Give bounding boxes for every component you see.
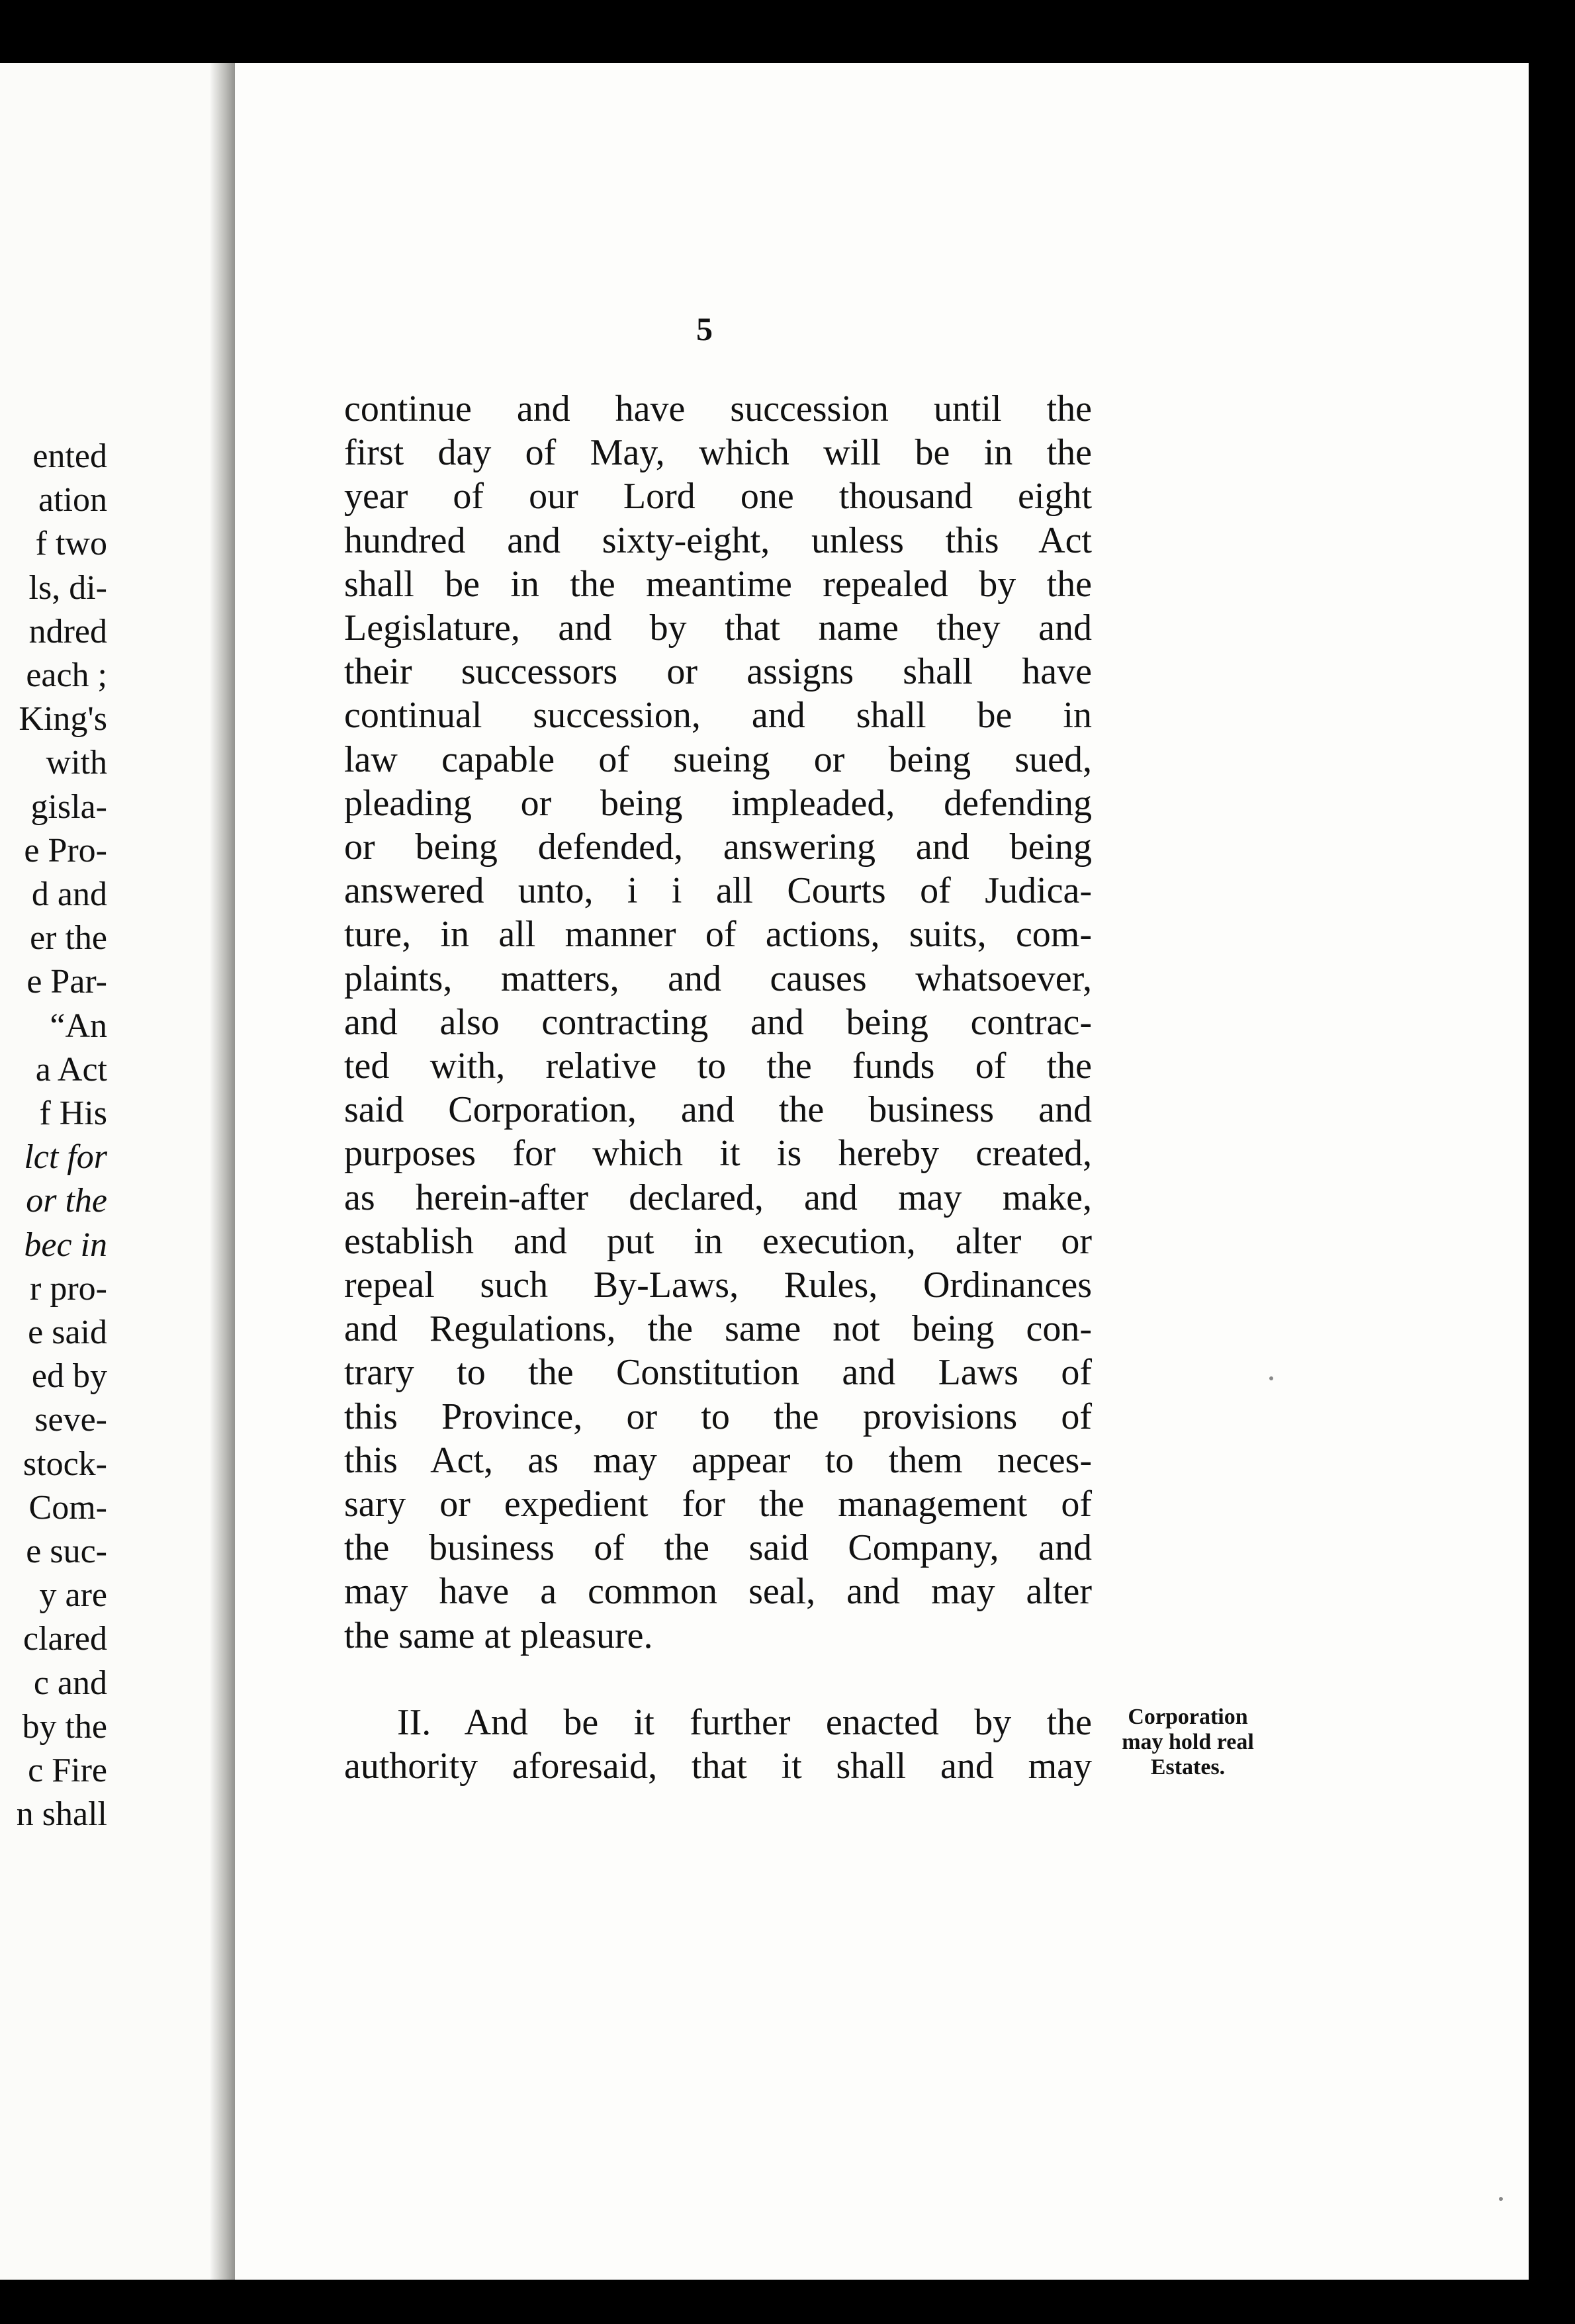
section-two-text xyxy=(344,1701,1092,1788)
left-page-line: with xyxy=(46,744,107,782)
left-page-line: Com- xyxy=(28,1488,107,1527)
text-line: plaints, matters, and causes whatsoever, xyxy=(344,958,1092,999)
text-line: first day of May, which will be in the xyxy=(344,432,1092,474)
left-page-line: f two xyxy=(35,525,107,563)
text-line: law capable of sueing or being sued, xyxy=(344,738,1092,780)
margin-note-line: Corporation xyxy=(1128,1705,1248,1729)
text-line: and also contracting and being contrac- xyxy=(344,1001,1092,1043)
text-line: ture, in all manner of actions, suits, com- xyxy=(344,914,1092,956)
left-page-line: ndred xyxy=(28,612,107,650)
left-page-line: c and xyxy=(33,1664,107,1702)
left-page-line: clared xyxy=(22,1620,107,1658)
text-line: this Act, as may appear to them neces- xyxy=(344,1439,1092,1481)
text-line: trary to the Constitution and Laws of xyxy=(344,1352,1092,1394)
left-page-line: or the xyxy=(26,1182,107,1220)
left-page-line: e suc- xyxy=(26,1533,107,1571)
left-page-line: f His xyxy=(39,1095,107,1133)
left-page-line: a Act xyxy=(35,1050,107,1089)
left-page-line: e Par- xyxy=(26,963,107,1001)
left-page-line: by the xyxy=(22,1707,107,1746)
text-line: pleading or being impleaded, defending xyxy=(344,782,1092,824)
left-page-line: King's xyxy=(19,700,107,738)
left-page-line: d and xyxy=(31,875,107,914)
left-page-text xyxy=(17,435,107,1837)
text-line: or being defended, answering and being xyxy=(344,827,1092,868)
left-page-line: lct for xyxy=(24,1138,107,1177)
book-gutter xyxy=(210,63,237,2280)
text-line: continual succession, and shall be in xyxy=(344,695,1092,737)
left-page-line: seve- xyxy=(34,1401,107,1439)
text-line: II. And be it further enacted by the xyxy=(397,1702,1092,1743)
left-page-line: ls, di- xyxy=(28,568,107,607)
text-line: this Province, or to the provisions of xyxy=(344,1396,1092,1437)
left-page-line: bec in xyxy=(24,1226,107,1264)
page-number: 5 xyxy=(696,310,713,347)
left-page-line: ented xyxy=(32,437,107,475)
text-line: continue and have succession until the xyxy=(344,388,1092,429)
text-line: as herein-after declared, and may make, xyxy=(344,1177,1092,1218)
left-page-line: r pro- xyxy=(30,1269,107,1308)
text-line: hundred and sixty-eight, unless this Act xyxy=(344,519,1092,561)
text-line: answered unto, i i all Courts of Judica- xyxy=(344,870,1092,912)
text-line: establish and put in execution, alter or xyxy=(344,1220,1092,1262)
text-line: repeal such By-Laws, Rules, Ordinances xyxy=(344,1265,1092,1306)
text-line: their successors or assigns shall have xyxy=(344,651,1092,693)
text-line: authority aforesaid, that it shall and may xyxy=(344,1746,1092,1787)
left-page xyxy=(0,63,218,2280)
text-line: Legislature, and by that name they and xyxy=(344,607,1092,649)
margin-note xyxy=(1102,1705,1274,1780)
left-page-line: e Pro- xyxy=(24,831,107,870)
margin-note-line: may hold real xyxy=(1122,1730,1254,1754)
text-line: the business of the said Company, and xyxy=(344,1527,1092,1569)
text-line: may have a common seal, and may alter xyxy=(344,1571,1092,1613)
left-page-line: each ; xyxy=(26,656,107,695)
left-page-line: ation xyxy=(38,481,107,519)
section-one-text xyxy=(344,387,1092,1658)
left-page-line: er the xyxy=(30,919,107,958)
left-page-line: n shall xyxy=(16,1795,107,1834)
paper-speck xyxy=(1499,2197,1503,2201)
left-page-line: “An xyxy=(50,1006,107,1045)
left-page-line: gisla- xyxy=(30,787,107,826)
text-line: said Corporation, and the business and xyxy=(344,1089,1092,1131)
margin-note-line: Estates. xyxy=(1150,1755,1226,1779)
text-line: purposes for which it is hereby created, xyxy=(344,1133,1092,1175)
paper-speck xyxy=(1269,1376,1273,1380)
left-page-line: ed by xyxy=(31,1357,107,1396)
text-line: and Regulations, the same not being con- xyxy=(344,1308,1092,1350)
text-line: ted with, relative to the funds of the xyxy=(344,1046,1092,1087)
left-page-line: y are xyxy=(39,1576,107,1615)
left-page-line: e said xyxy=(28,1314,107,1352)
text-line: the same at pleasure. xyxy=(344,1615,653,1656)
text-line: sary or expedient for the management of xyxy=(344,1484,1092,1525)
text-line: shall be in the meantime repealed by the xyxy=(344,563,1092,605)
text-line: year of our Lord one thousand eight xyxy=(344,476,1092,517)
left-page-line: c Fire xyxy=(28,1752,107,1790)
left-page-line: stock- xyxy=(22,1445,107,1483)
